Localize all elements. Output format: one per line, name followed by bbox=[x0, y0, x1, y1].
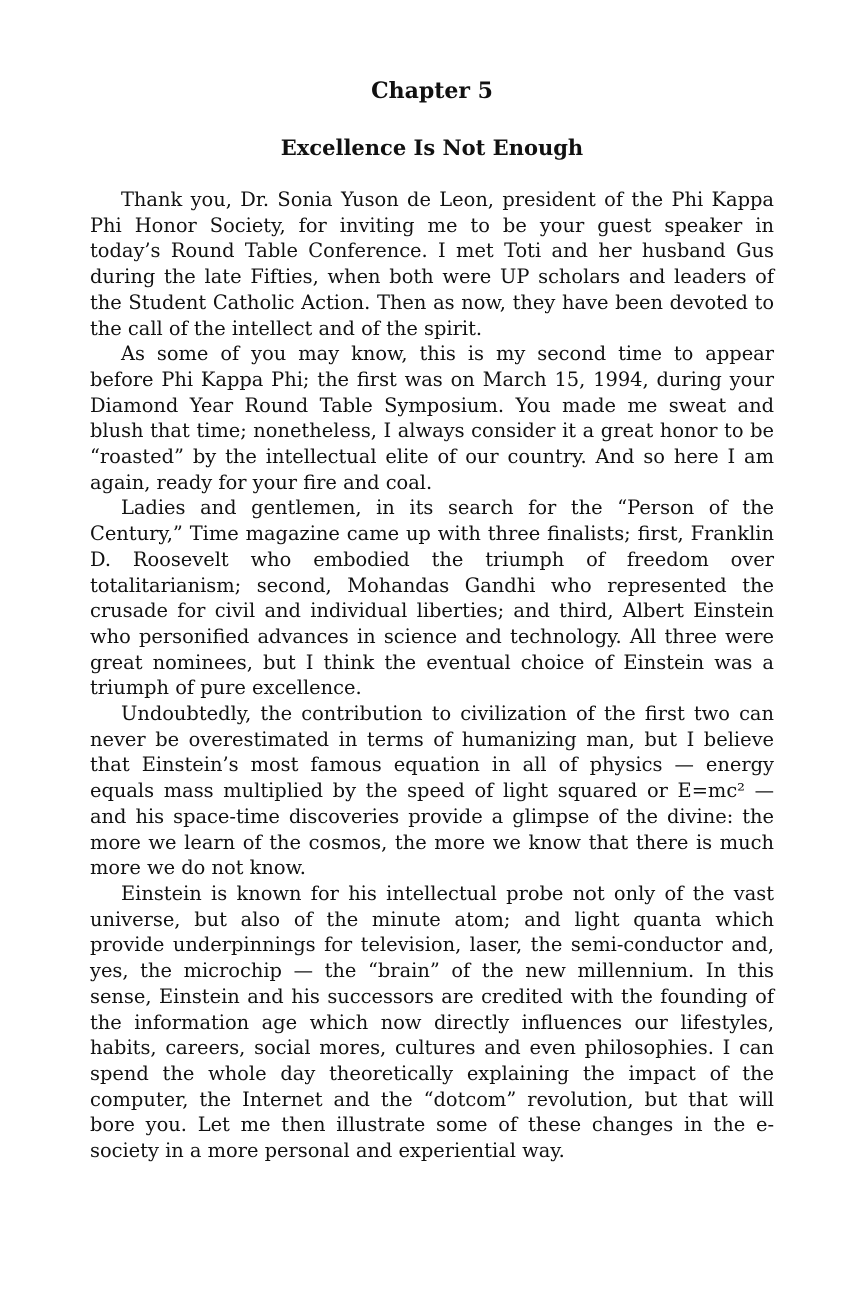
chapter-body bbox=[90, 187, 774, 1164]
paragraph-2: As some of you may know, this is my second time to appear before Phi Kappa Phi; the first was on March 15, 1994, during your Diamond Year Round Table Symposium. You made me sweat and blush that time; nonetheless, I always consider it a great honor to be “roasted” by the intellectual elite of our country. And so here I am again, ready for your fire and coal. bbox=[90, 342, 774, 494]
paragraph-5: Einstein is known for his intellectual probe not only of the vast universe, but also of the minute atom; and light quanta which provide underpinnings for television, laser, the semi-conductor and, yes, the microchip — the “brain” of the new millennium. In this sense, Einstein and his successors are credited with the founding of the information age which now directly influences our lifestyles, habits, careers, social mores, cultures and even philosophies. I can spend the whole day theoretically explaining the impact of the computer, the Internet and the “dotcom” revolution, but that will bore you. Let me then illustrate some of these changes in the e-society in a more personal and experiential way. bbox=[90, 881, 774, 1163]
paragraph-4: Undoubtedly, the contribution to civilization of the first two can never be overestimated in terms of humanizing man, but I believe that Einstein’s most famous equation in all of physics — energy equals mass multiplied by the speed of light squared or E=mc² — and his space-time discoveries provide a glimpse of the divine: the more we learn of the cosmos, the more we know that there is much more we do not know. bbox=[90, 702, 774, 880]
paragraph-1: Thank you, Dr. Sonia Yuson de Leon, president of the Phi Kappa Phi Honor Society, for inviting me to be your guest speaker in today’s Round Table Conference. I met Toti and her husband Gus during the late Fifties, when both were UP scholars and leaders of the Student Catholic Action. Then as now, they have been devoted to the call of the intellect and of the spirit. bbox=[90, 188, 774, 340]
book-page bbox=[90, 74, 774, 1164]
chapter-title: Excellence Is Not Enough bbox=[280, 135, 584, 160]
paragraph-3: Ladies and gentlemen, in its search for the “Person of the Century,” Time magazine came up with three finalists; first, Franklin D. Roosevelt who embodied the triumph of freedom over totalitarianism; second, Mohandas Gandhi who represented the crusade for civil and individual liberties; and third, Albert Einstein who personified advances in science and technology. All three were great nominees, but I think the eventual choice of Einstein was a triumph of pure excellence. bbox=[90, 496, 774, 700]
chapter-number: Chapter 5 bbox=[371, 78, 493, 104]
